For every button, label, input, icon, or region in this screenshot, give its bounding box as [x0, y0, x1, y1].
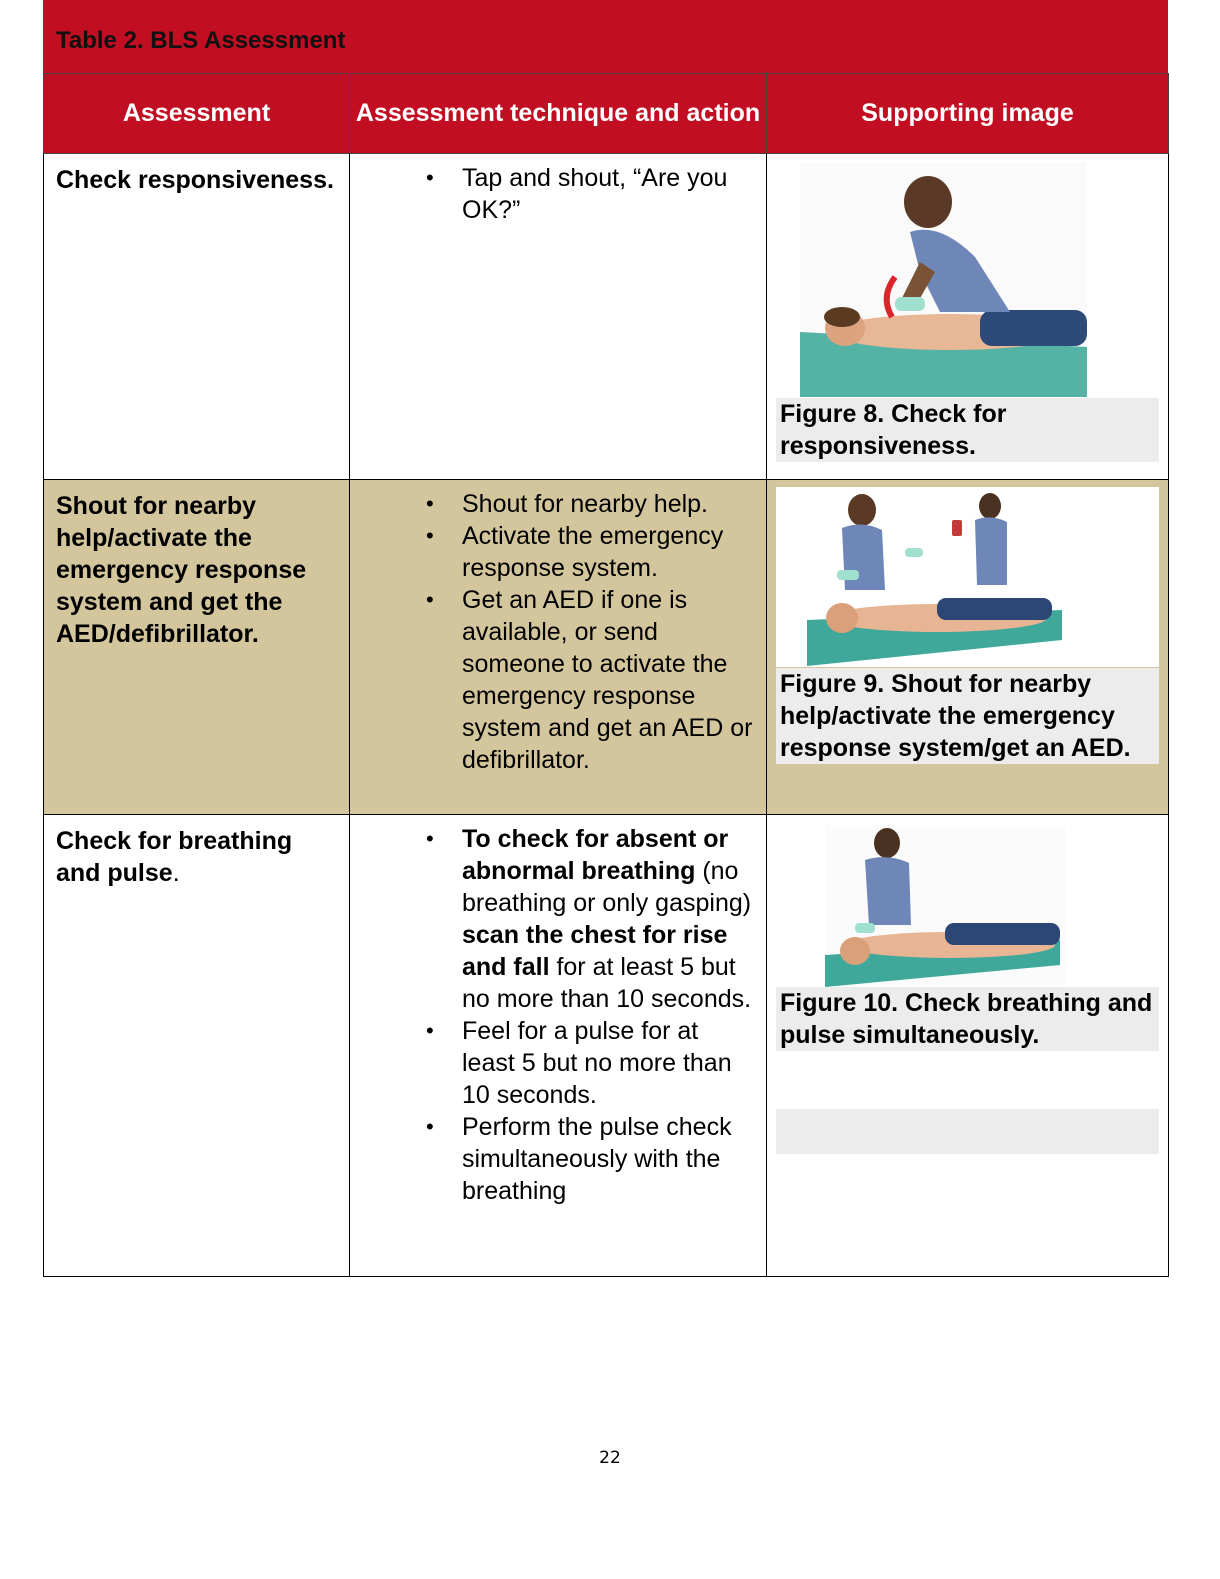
table-title-bar: [43, 0, 1168, 73]
technique-bold-2: scan the chest for rise and fall: [462, 921, 728, 981]
assessment-cell: [44, 815, 349, 889]
technique-list: [350, 480, 766, 776]
assessment-text: Check for breathing and pulse: [56, 827, 293, 887]
table-title: Table 2. BLS Assessment: [56, 27, 346, 54]
technique-bold-1: To check for absent or abnormal breathing: [462, 825, 729, 885]
technique-item: • Shout for nearby help.: [462, 488, 756, 520]
table-row-breathing-pulse: [44, 815, 1169, 1277]
bls-assessment-table: [43, 73, 1169, 1277]
empty-caption-box: [776, 1109, 1159, 1154]
technique-item: • Get an AED if one is available, or send someone to activate the emergency response system and get an AED or defibrillator.: [462, 584, 756, 776]
header-technique: Assessment technique and action: [350, 74, 767, 154]
technique-item: • Tap and shout, “Are you OK?”: [462, 162, 756, 226]
technique-list: [350, 154, 766, 226]
technique-item: • Perform the pulse check simultaneously with the breathing: [462, 1111, 756, 1207]
table-row-shout-for-help: [44, 480, 1169, 815]
technique-item: • Activate the emergency response system.: [462, 520, 756, 584]
figure-8-check-responsiveness-illustration: [800, 162, 1087, 397]
technique-text-2: for at least 5 but no more than 10 seconds.: [462, 953, 752, 1013]
figure-9-caption: Figure 9. Shout for nearby help/activate the emergency response system/get an AED.: [776, 668, 1159, 764]
assessment-cell: Shout for nearby help/activate the emergency response system and get the AED/defibrillator.: [56, 492, 307, 648]
technique-list: [350, 815, 766, 1207]
technique-text-1: (no breathing or only gasping): [462, 857, 752, 917]
figure-10-check-breathing-illustration: [825, 825, 1065, 987]
figure-10-caption: Figure 10. Check breathing and pulse simultaneously.: [776, 987, 1159, 1051]
assessment-cell: Check responsiveness.: [56, 166, 334, 194]
table-header-row: [44, 74, 1169, 154]
assessment-tail: .: [172, 859, 180, 887]
technique-item: [462, 823, 756, 1015]
figure-8-caption: Figure 8. Check for responsiveness.: [776, 398, 1159, 462]
technique-item: • Feel for a pulse for at least 5 but no more than 10 seconds.: [462, 1015, 756, 1111]
header-supporting-image: Supporting image: [767, 74, 1169, 154]
figure-9-shout-for-help-illustration: [807, 490, 1067, 666]
table-row-responsiveness: [44, 154, 1169, 480]
header-assessment: Assessment: [44, 74, 350, 154]
page-number: 22: [599, 1448, 621, 1468]
